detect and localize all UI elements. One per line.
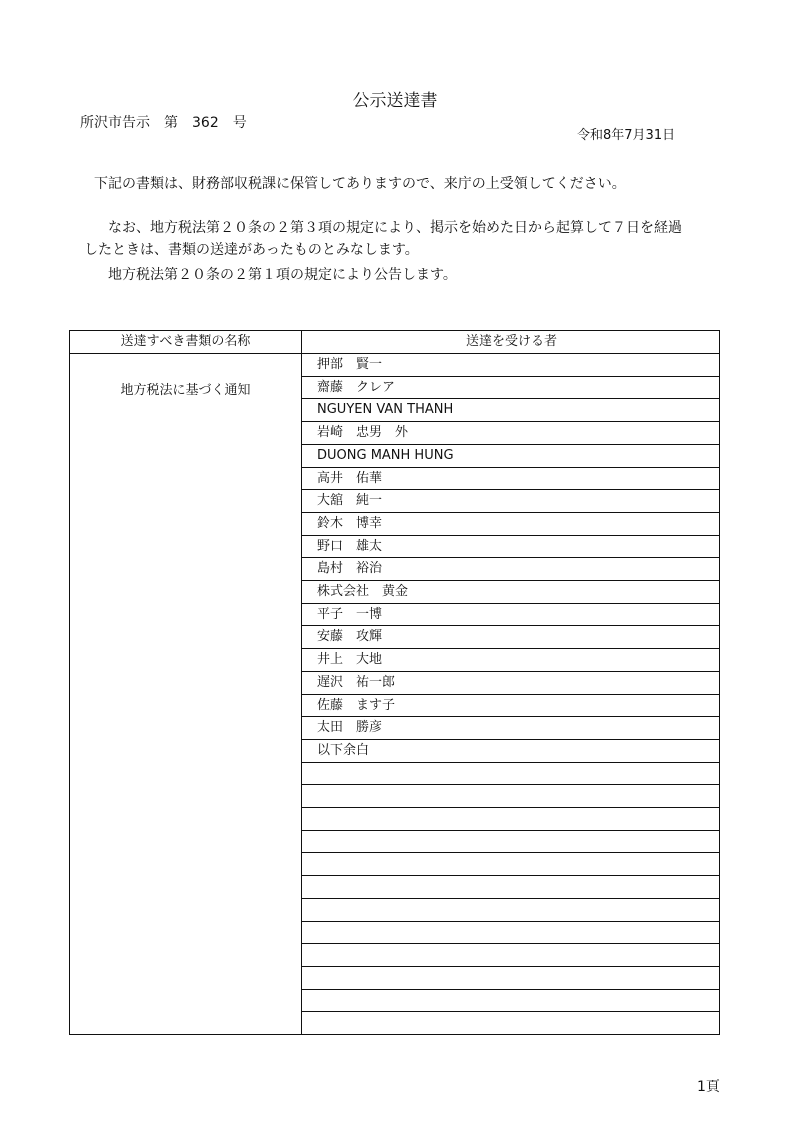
header-recipient: 送達を受ける者 (465, 334, 557, 349)
delivery-table (69, 330, 720, 1035)
recipient-list (302, 331, 720, 1034)
recipient-row: 鈴木 博幸 (302, 512, 720, 535)
document-name-cell: 地方税法に基づく通知 (120, 383, 251, 398)
body-paragraph-2-line-1: なお、地方税法第２０条の２第３項の規定により、掲示を始めた日から起算して７日を経過 (108, 220, 682, 236)
recipient-row (302, 989, 720, 1012)
recipient-row: 株式会社 黄金 (302, 580, 720, 603)
recipient-row: 佐藤 ます子 (302, 694, 720, 717)
recipient-row (302, 966, 720, 989)
recipient-row (302, 943, 720, 966)
recipient-row (302, 921, 720, 944)
recipient-row: 島村 裕治 (302, 557, 720, 580)
recipient-row: 以下余白 (302, 739, 720, 762)
recipient-row (302, 830, 720, 853)
recipient-row (302, 898, 720, 921)
recipient-row: 高井 佑華 (302, 467, 720, 490)
recipient-row: 平子 一博 (302, 603, 720, 626)
recipient-row (302, 807, 720, 830)
header-rule (70, 353, 301, 354)
recipient-row (302, 784, 720, 807)
recipient-row: 井上 大地 (302, 648, 720, 671)
body-paragraph-2-line-2: したときは、書類の送達があったものとみなします。 (84, 242, 419, 258)
body-paragraph-1: 下記の書類は、財務部収税課に保管してありますので、来庁の上受領してください。 (94, 176, 626, 192)
recipient-row (302, 1011, 720, 1034)
recipient-row: NGUYEN VAN THANH (302, 398, 720, 421)
page-number: 1頁 (697, 1079, 720, 1095)
header-document-name: 送達すべき書類の名称 (120, 334, 251, 349)
recipient-row: 野口 雄太 (302, 535, 720, 558)
recipient-row (302, 875, 720, 898)
recipient-row: 岩崎 忠男 外 (302, 421, 720, 444)
recipient-row: 押部 賢一 (302, 353, 720, 376)
recipient-row: 遅沢 祐一郎 (302, 671, 720, 694)
notice-date: 令和8年7月31日 (577, 128, 676, 143)
recipient-row: 齋藤 クレア (302, 376, 720, 399)
recipient-row (302, 1034, 720, 1057)
recipient-row: 太田 勝彦 (302, 716, 720, 739)
document-title: 公示送達書 (352, 91, 438, 111)
recipient-row (302, 852, 720, 875)
notice-number: 所沢市告示 第 362 号 (80, 115, 247, 131)
recipient-row (302, 762, 720, 785)
recipient-row: 安藤 攻輝 (302, 625, 720, 648)
recipient-row: DUONG MANH HUNG (302, 444, 720, 467)
recipient-row: 大舘 純一 (302, 489, 720, 512)
body-paragraph-3: 地方税法第２０条の２第１項の規定により公告します。 (108, 267, 457, 283)
